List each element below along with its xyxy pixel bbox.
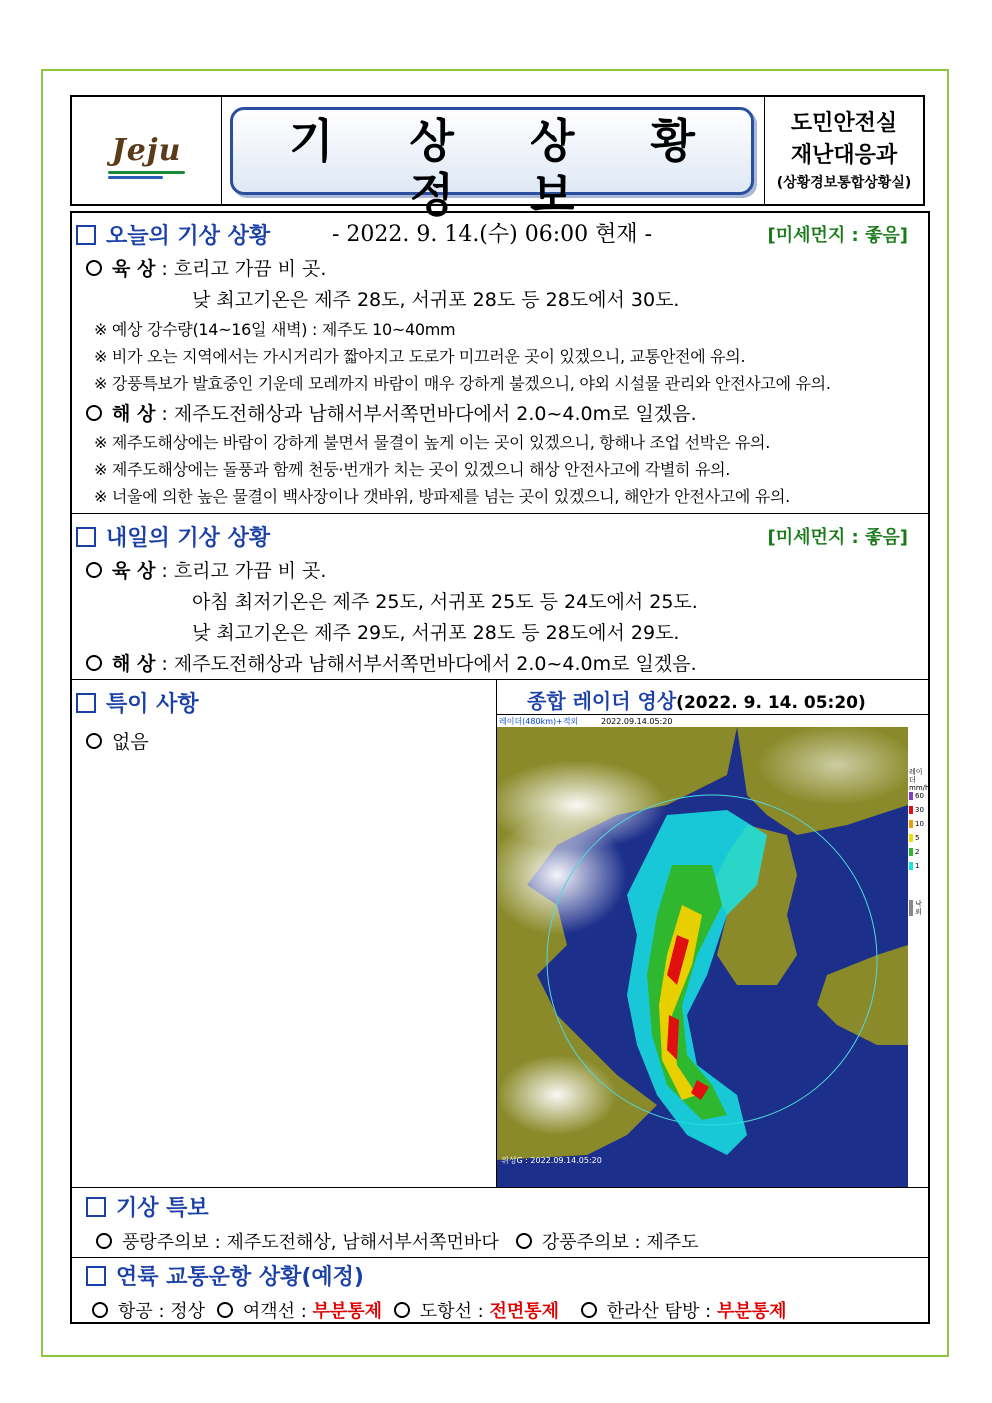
radar-heading-time: (2022. 9. 14. 05:20) xyxy=(676,693,866,713)
today-sea-note-3: ※ 너울에 의한 높은 물결이 백사장이나 갯바위, 방파제를 넘는 곳이 있겠으니, 해안가 안전사고에 유의. xyxy=(94,487,790,506)
circle-icon xyxy=(394,1302,410,1318)
legend-10: 10 xyxy=(909,820,928,828)
radar-caption: 레이더(480km)+적외 xyxy=(499,717,579,726)
island-value: 전면통제 xyxy=(489,1301,560,1322)
legend-title: 레이더 xyxy=(909,768,923,784)
special-heading-text: 특이 사항 xyxy=(106,692,199,717)
title-box xyxy=(230,107,754,247)
page-title: 기 상 상 황 정 보 xyxy=(289,114,725,222)
tomorrow-land-label: 육 상 xyxy=(112,560,156,582)
tomorrow-sea-line: 제주도전해상과 남해서부서쪽먼바다에서 2.0~4.0m로 일겠음. xyxy=(173,653,697,675)
dept-line-2: 재난대응과 xyxy=(790,142,898,168)
legend-30: 30 xyxy=(909,806,928,814)
checkbox-icon xyxy=(76,527,96,547)
circle-icon xyxy=(516,1233,532,1249)
tomorrow-sea: 해 상 : 제주도전해상과 남해서부서쪽먼바다에서 2.0~4.0m로 일겠음. xyxy=(86,649,697,676)
today-note-2: ※ 비가 오는 지역에서는 가시거리가 짧아지고 도로가 미끄러운 곳이 있겠으니, 교통안전에 유의. xyxy=(94,347,746,366)
circle-icon xyxy=(217,1302,233,1318)
tomorrow-dust: [미세먼지 : 좋음] xyxy=(767,527,908,548)
today-sea: 해 상 : 제주도전해상과 남해서부서쪽먼바다에서 2.0~4.0m로 일겠음. xyxy=(86,399,697,426)
divider xyxy=(72,679,928,680)
air-label: 항공 : xyxy=(118,1301,165,1322)
logo-cell xyxy=(72,97,222,204)
tomorrow-land-line1: 흐리고 가끔 비 곳. xyxy=(173,560,327,582)
title-cell xyxy=(222,97,765,247)
radar-image xyxy=(497,715,909,1187)
warning-item-2: 강풍주의보 : 제주도 xyxy=(541,1232,699,1253)
today-note-3: ※ 강풍특보가 발효중인 기운데 모레까지 바람이 매우 강하게 불겠으니, 야외 시설물 관리와 안전사고에 유의. xyxy=(94,374,831,393)
warnings-heading xyxy=(86,1191,209,1222)
ferry-label: 여객선 : xyxy=(242,1301,307,1322)
hike-label: 한라산 탐방 : xyxy=(606,1301,712,1322)
logo-text: Jeju xyxy=(111,133,182,168)
warnings-heading-text: 기상 특보 xyxy=(116,1196,209,1221)
today-heading xyxy=(76,219,270,250)
today-land-line2: 낮 최고기온은 제주 28도, 서귀포 28도 등 28도에서 30도. xyxy=(192,289,680,311)
divider xyxy=(72,1257,928,1258)
today-sea-note-2: ※ 제주도해상에는 돌풍과 함께 천둥·번개가 치는 곳이 있겠으니 해상 안전사고에 각별히 유의. xyxy=(94,460,731,479)
legend-60: 60 xyxy=(909,792,928,800)
department-cell xyxy=(765,97,923,204)
radar-time: 2022.09.14.05:20 xyxy=(601,717,673,726)
circle-icon xyxy=(86,405,102,421)
logo-swoosh-green xyxy=(108,171,186,174)
jeju-logo xyxy=(112,133,182,168)
circle-icon xyxy=(581,1302,597,1318)
today-sea-label: 해 상 xyxy=(112,403,156,425)
circle-icon xyxy=(86,655,102,671)
dept-line-3: (상황경보통합상황실) xyxy=(776,174,912,191)
warnings-items xyxy=(96,1228,699,1254)
divider xyxy=(72,1187,928,1188)
dept-line-1: 도민안전실 xyxy=(790,110,898,136)
legend-5: 5 xyxy=(909,834,928,842)
main-table xyxy=(70,211,930,1324)
tomorrow-sea-label: 해 상 xyxy=(112,653,156,675)
special-item-text: 없음 xyxy=(112,731,149,753)
circle-icon xyxy=(92,1302,108,1318)
tomorrow-land: 육 상 : 흐리고 가끔 비 곳. xyxy=(86,556,326,583)
checkbox-icon xyxy=(86,1197,106,1217)
circle-icon xyxy=(86,260,102,276)
today-sea-line: 제주도전해상과 남해서부서쪽먼바다에서 2.0~4.0m로 일겠음. xyxy=(173,403,697,425)
traffic-heading-text: 연륙 교통운항 상황(예정) xyxy=(116,1265,364,1290)
radar-heading-text: 종합 레이더 영상 xyxy=(527,689,677,713)
legend-1: 1 xyxy=(909,862,928,870)
legend-unit: mm/h xyxy=(909,784,930,792)
report-date: - 2022. 9. 14.(수) 06:00 현재 - xyxy=(331,222,653,247)
cloud xyxy=(497,1055,617,1135)
tomorrow-land-line3: 낮 최고기온은 제주 29도, 서귀포 28도 등 28도에서 29도. xyxy=(192,622,680,644)
circle-icon xyxy=(86,733,102,749)
today-land-line1: 흐리고 가끔 비 곳. xyxy=(173,258,327,280)
tomorrow-heading xyxy=(76,521,270,552)
radar-heading xyxy=(527,685,866,714)
traffic-heading xyxy=(86,1260,364,1291)
radar-map-svg xyxy=(497,715,909,1187)
warning-item-1: 풍랑주의보 : 제주도전해상, 남해서부서쪽먼바다 xyxy=(122,1232,499,1253)
special-heading xyxy=(76,687,199,718)
logo-swoosh-blue xyxy=(108,176,164,179)
today-land: 육 상 : 흐리고 가끔 비 곳. xyxy=(86,254,326,281)
checkbox-icon xyxy=(76,693,96,713)
tomorrow-heading-text: 내일의 기상 상황 xyxy=(106,526,271,551)
checkbox-icon xyxy=(86,1266,106,1286)
checkbox-icon xyxy=(76,225,96,245)
circle-icon xyxy=(96,1233,112,1249)
divider xyxy=(72,513,928,514)
ferry-value: 부분통제 xyxy=(312,1301,383,1322)
island-label: 도항선 : xyxy=(419,1301,484,1322)
radar-legend xyxy=(909,768,928,916)
today-note-1: ※ 예상 강수량(14~16일 새벽) : 제주도 10~40mm xyxy=(94,320,456,339)
today-sea-note-1: ※ 제주도해상에는 바람이 강하게 불면서 물결이 높게 이는 곳이 있겠으니, 항해나 조업 선박은 유의. xyxy=(94,433,770,452)
today-heading-text: 오늘의 기상 상황 xyxy=(106,224,271,249)
special-item xyxy=(86,727,149,754)
tomorrow-land-line2: 아침 최저기온은 제주 25도, 서귀포 25도 등 24도에서 25도. xyxy=(192,591,698,613)
legend-2: 2 xyxy=(909,848,928,856)
traffic-items xyxy=(92,1297,787,1323)
air-value: 정상 xyxy=(170,1301,206,1322)
legend-lightning: 낙뢰 xyxy=(909,900,928,916)
today-dust: [미세먼지 : 좋음] xyxy=(767,225,908,246)
hike-value: 부분통제 xyxy=(716,1301,787,1322)
radar-footer: 위성G : 2022.09.14.05:20 xyxy=(501,1156,602,1165)
today-land-label: 육 상 xyxy=(112,258,156,280)
circle-icon xyxy=(86,562,102,578)
